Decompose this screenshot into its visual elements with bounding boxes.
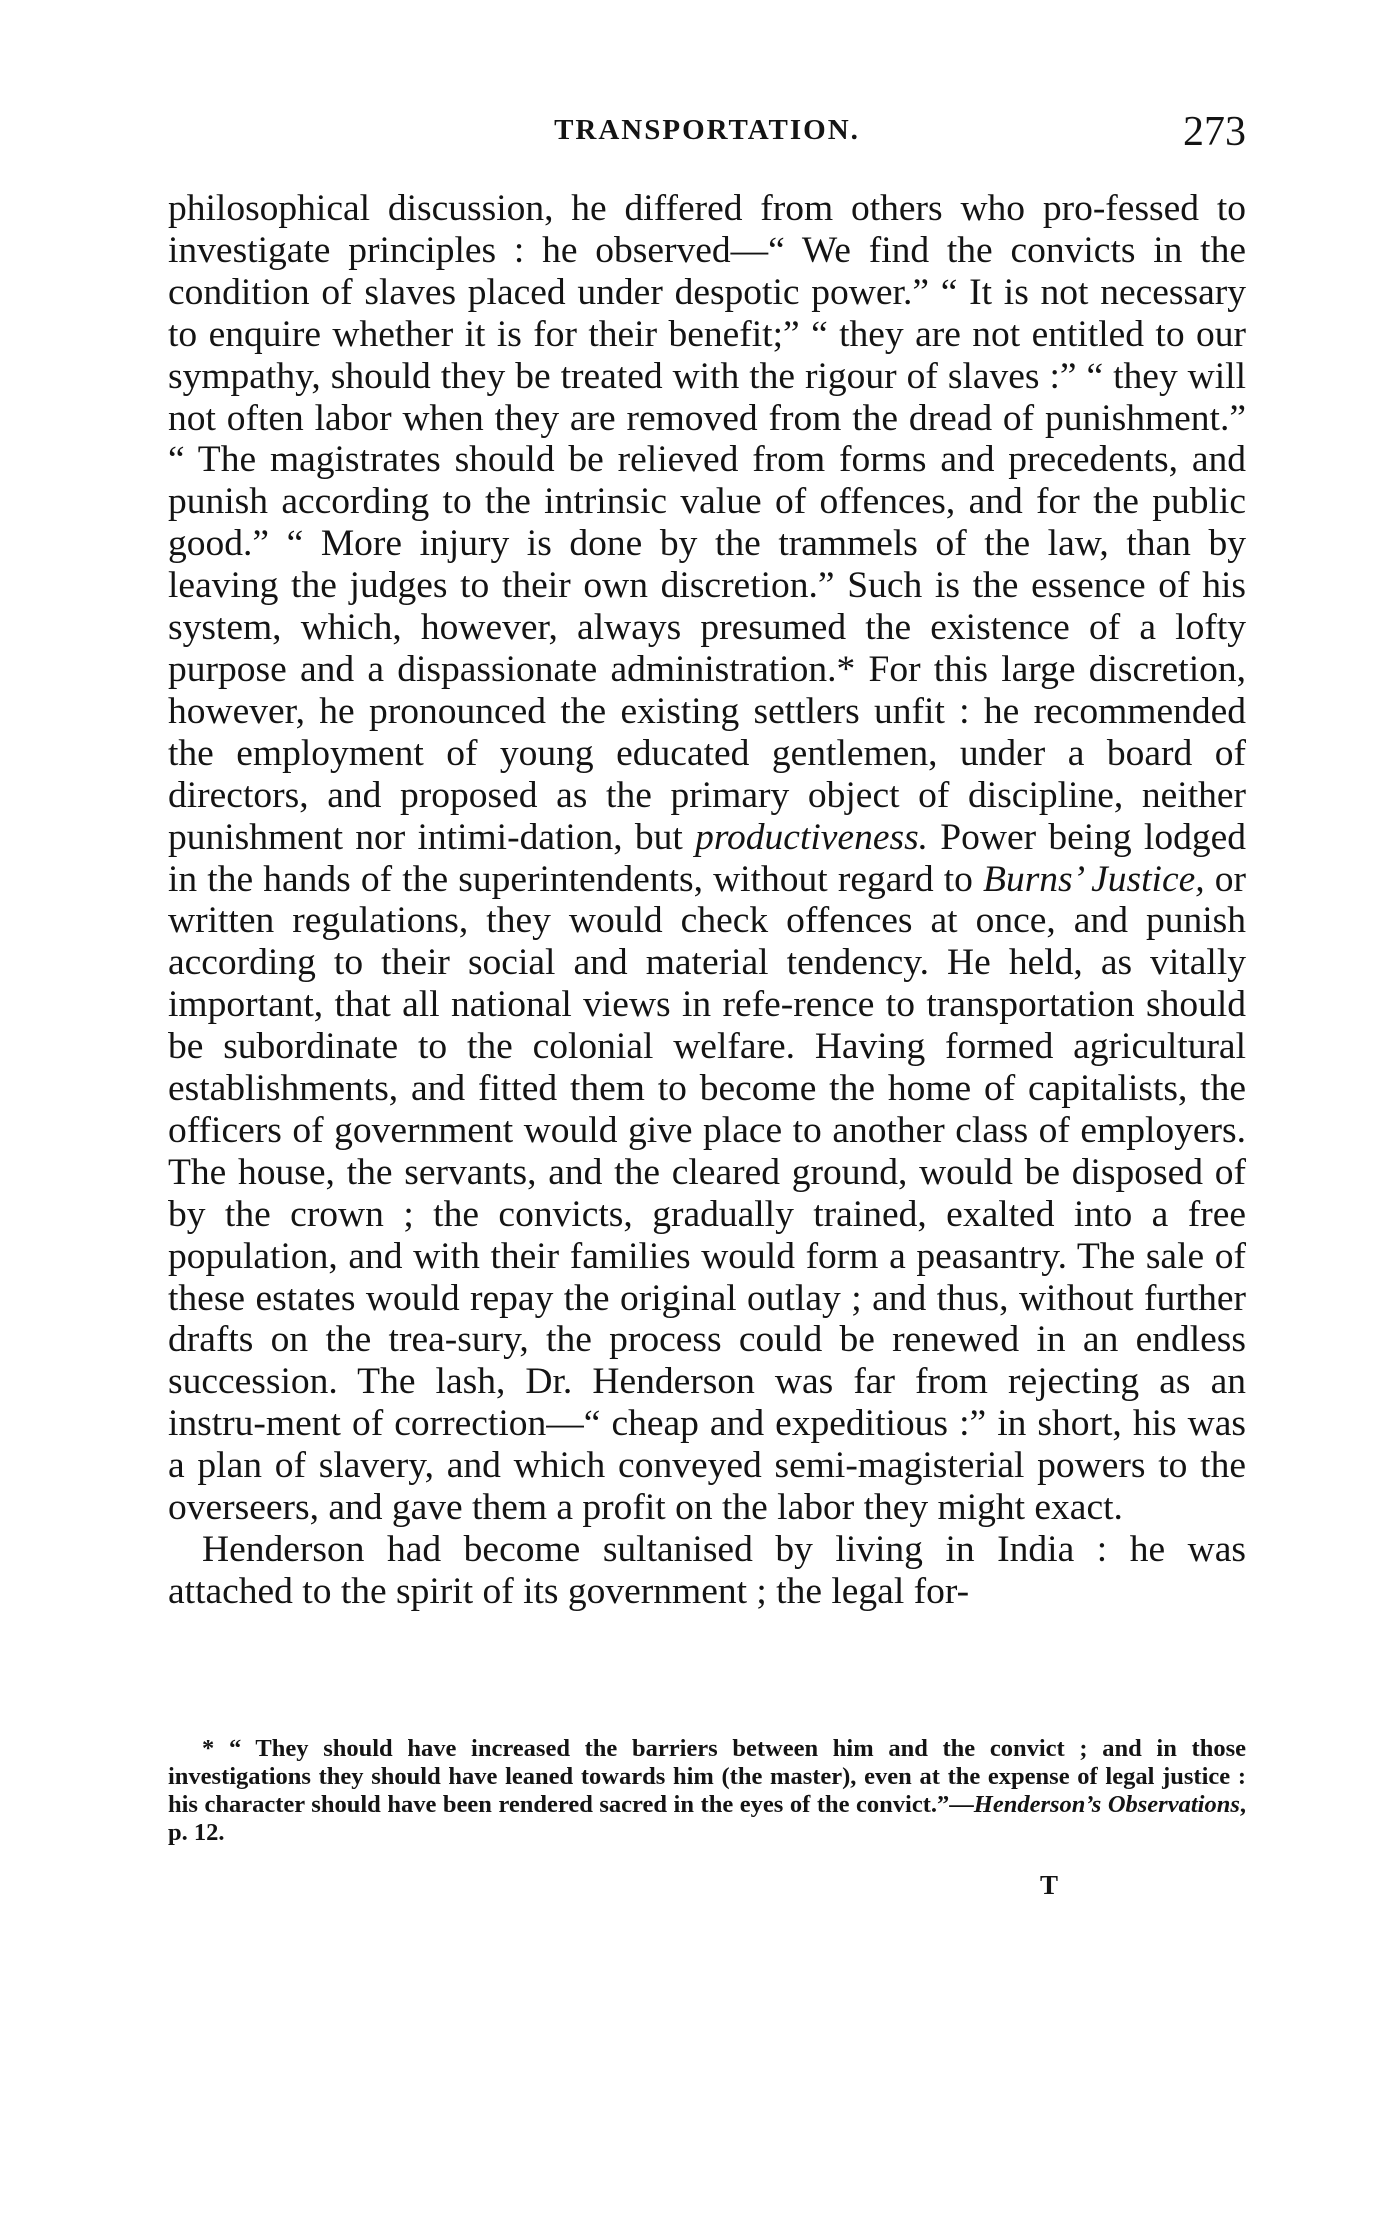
footnote bbox=[168, 1735, 1246, 1847]
italic-productiveness: productiveness. bbox=[695, 816, 929, 858]
paragraph-continued bbox=[168, 188, 1246, 1529]
footnote-text bbox=[168, 1735, 1246, 1847]
footnote-quote: * “ They should have increased the barriers between him and the convict ; and in those investigations they should have leaned towards him (the master), even at the expense of legal justice : his character should have been rendered sacred in the eyes of the convict.”— bbox=[168, 1735, 1246, 1818]
footnote-page-ref: , p. 12. bbox=[168, 1791, 1246, 1846]
footnote-source: Henderson’s Observations bbox=[973, 1791, 1240, 1818]
body-text bbox=[168, 188, 1246, 1613]
signature-mark: T bbox=[1040, 1870, 1059, 1900]
text-segment: or written regulations, they would check offences at once, and punish according to their social and material tendency. He held, as vitally important, that all national views in refe-rence to transportation should be subordinate to the colonial welfare. Having formed agricultural establishments, and fitted them to become the home of capitalists, the officers of government would give place to another class of employers. The house, the servants, and the cleared ground, would be disposed of by the crown ; the convicts, gradually trained, exalted into a free population, and with their families would form a peasantry. The sale of these estates would repay the original outlay ; and thus, without further drafts on the trea-sury, the process could be renewed in an endless succession. The lash, Dr. Henderson was far from rejecting as an instru-ment of correction—“ cheap and expeditious :” in short, his was a plan of slavery, and which conveyed semi-magisterial powers to the overseers, and gave them a profit on the labor they might exact. bbox=[168, 858, 1246, 1529]
italic-burns-justice: Burns’ Justice, bbox=[983, 858, 1205, 900]
paragraph: Henderson had become sultanised by living in India : he was attached to the spirit of its government ; the legal for- bbox=[168, 1529, 1246, 1612]
running-title: TRANSPORTATION. bbox=[554, 114, 860, 146]
text-segment: Power being lodged in the hands of the superintendents, without regard to bbox=[168, 816, 1246, 900]
running-head bbox=[168, 108, 1246, 168]
page-number: 273 bbox=[1183, 109, 1246, 155]
text-segment: philosophical discussion, he differed from others who pro-fessed to investigate principles : he observed—“ We find the convicts in the condition of slaves placed under despotic power.” “ It is not necessary to enquire whether it is for their benefit;” “ they are not entitled to our sympathy, should they be treated with the rigour of slaves :” “ they will not often labor when they are removed from the dread of punishment.” “ The magistrates should be relieved from forms and precedents, and punish according to the intrinsic value of offences, and for the public good.” “ More injury is done by the trammels of the law, than by leaving the judges to their own discretion.” Such is the essence of his system, which, however, always presumed the existence of a lofty purpose and a dispassionate administration.* For this large discretion, however, he pronounced the existing settlers unfit : he recommended the employment of young educated gentlemen, under a board of directors, and proposed as the primary object of discipline, neither punishment nor intimi-dation, but bbox=[168, 188, 1246, 858]
